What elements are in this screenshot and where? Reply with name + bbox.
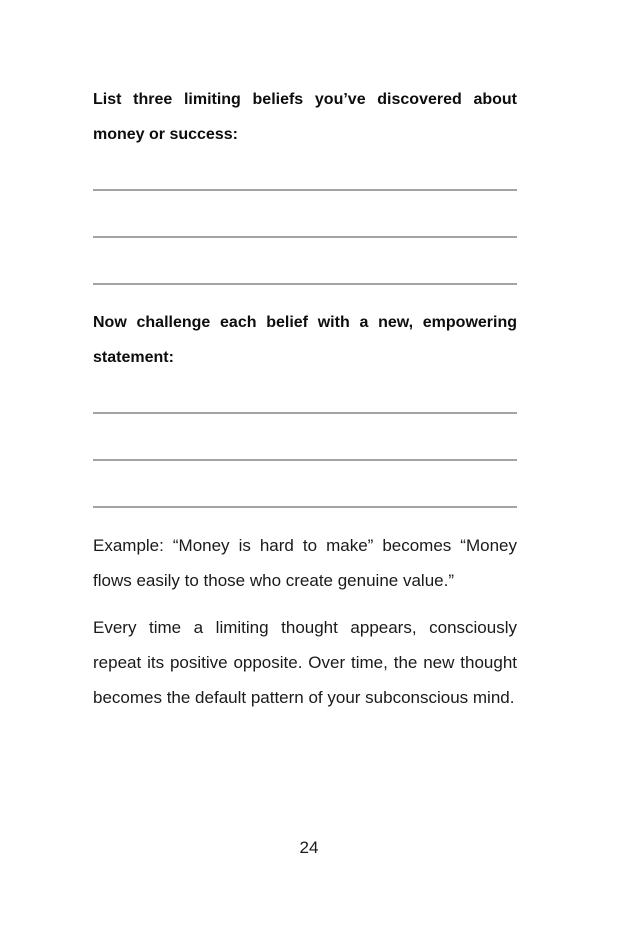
answer-lines-beliefs	[93, 189, 517, 285]
example-paragraph: Example: “Money is hard to make” becomes “Money flows easily to those who create genuine value.”	[93, 536, 517, 590]
answer-line	[93, 283, 517, 285]
answer-line	[93, 236, 517, 238]
answer-line	[93, 506, 517, 508]
page-content	[93, 0, 517, 715]
prompt-empowering-statement: Now challenge each belief with a new, empowering statement:	[93, 314, 517, 366]
answer-line	[93, 412, 517, 414]
practice-paragraph: Every time a limiting thought appears, consciously repeat its positive opposite. Over time, the new thought becomes the default pattern of your subconscious mind.	[93, 618, 517, 707]
answer-line	[93, 459, 517, 461]
prompt-limiting-beliefs: List three limiting beliefs you’ve discovered about money or success:	[93, 91, 517, 143]
page-number: 24	[299, 838, 319, 857]
answer-lines-statements	[93, 412, 517, 508]
answer-line	[93, 189, 517, 191]
